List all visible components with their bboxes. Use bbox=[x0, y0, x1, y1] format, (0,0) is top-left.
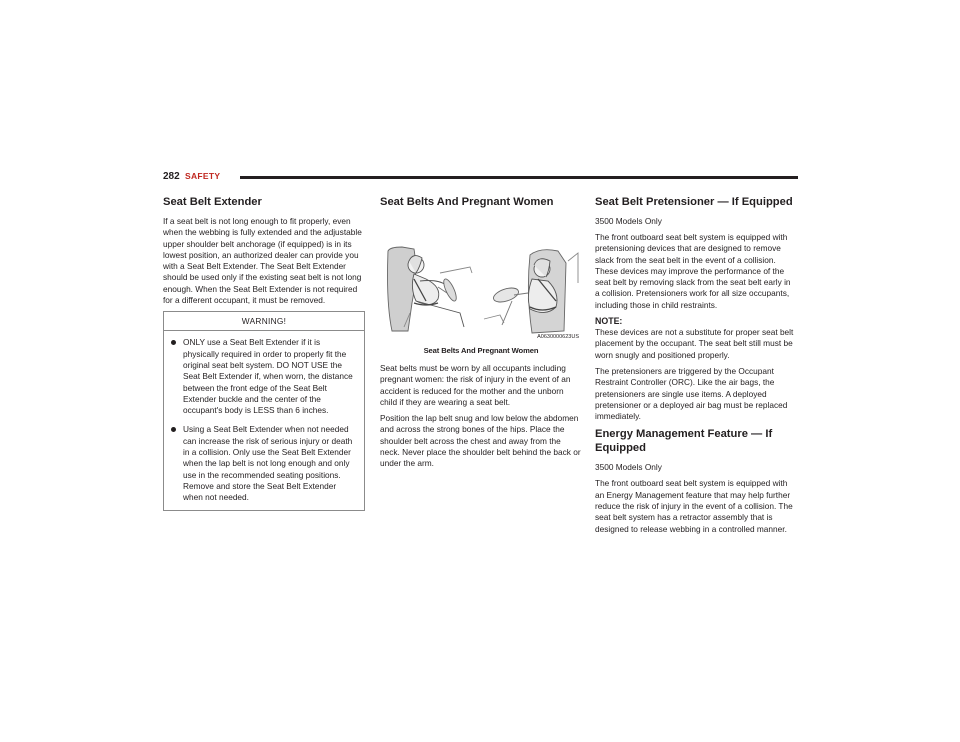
side-view-figure bbox=[388, 247, 473, 331]
section-label: SAFETY bbox=[185, 171, 221, 181]
seat-belt-extender-body: If a seat belt is not long enough to fit properly, even when the webbing is fully extended and the adjustable upper shoulder belt anchorage (if equipped) is in its lowest position, an authorized dealer can provide you with a Seat Belt Extender. The Seat Belt Extender should be used only if the existing seat belt is not long enough. When the Seat Belt Extender is not required for a different occupant, it must be removed. bbox=[163, 216, 362, 306]
warning-item-text: Using a Seat Belt Extender when not needed can increase the risk of serious injury or death in a collision. Only use the Seat Belt Extender when the lap belt is not long enough and only use in the recommended seating positions. Remove and store the Seat Belt Extender when not needed. bbox=[183, 424, 353, 503]
seat-belt-extender-heading: Seat Belt Extender bbox=[163, 196, 262, 208]
column-pretensioner bbox=[595, 195, 797, 540]
column-pregnant-women bbox=[380, 195, 582, 475]
page-number: 282 bbox=[163, 171, 180, 182]
warning-item-text: ONLY use a Seat Belt Extender if it is physically required in order to properly fit the original seat belt system. DO NOT USE the Seat Belt Extender if, when worn, the distance between the front edge of the Seat Belt Extender buckle and the center of the occupant's body is LESS than 6 inches. bbox=[183, 337, 353, 416]
pregnant-women-heading: Seat Belts And Pregnant Women bbox=[380, 196, 554, 208]
pretensioner-heading: Seat Belt Pretensioner — If Equipped bbox=[595, 196, 793, 208]
figure-caption: Seat Belts And Pregnant Women bbox=[423, 346, 539, 355]
header-rule bbox=[240, 176, 798, 179]
pretensioner-subheading: 3500 Models Only bbox=[595, 216, 662, 226]
warning-item bbox=[170, 337, 356, 416]
bullet-icon bbox=[171, 340, 176, 345]
pretensioner-para-1: The front outboard seat belt system is equipped with pretensioning devices that are designed to remove slack from the seat belt in the event of a collision. These devices may improve the performance of the seat belt by removing slack from the seat belt early in a collision. Pretensioners work for all size occupants, including those in child restraints. bbox=[595, 232, 791, 310]
column-seat-belt-extender bbox=[163, 195, 365, 511]
note-label: NOTE: bbox=[595, 316, 623, 327]
note-text: These devices are not a substitute for proper seat belt placement by the occupant. The seat belt still must be worn snugly and positioned properly. bbox=[595, 327, 794, 360]
warning-box bbox=[163, 311, 365, 510]
energy-management-heading: Energy Management Feature — If Equipped bbox=[595, 428, 773, 455]
figure-code: A0630000623US bbox=[537, 334, 579, 340]
illustration-svg bbox=[380, 243, 582, 342]
energy-management-para: The front outboard seat belt system is equipped with an Energy Management feature that may help further reduce the risk of injury in the event of a collision. The seat belt system has a retractor assembly that is designed to release webbing in a controlled manner. bbox=[595, 478, 793, 534]
page-header bbox=[163, 171, 798, 185]
pregnant-women-para-1: Seat belts must be worn by all occupants including pregnant women: the risk of injury in the event of an accident is reduced for the mother and the unborn child if they are wearing a seat belt. bbox=[380, 363, 571, 407]
warning-list bbox=[164, 331, 364, 509]
pregnant-women-para-2: Position the lap belt snug and low below the abdomen and across the strong bones of the hips. Place the shoulder belt across the chest and away from the neck. Never place the shoulder belt behind the back or under the arm. bbox=[380, 413, 581, 469]
front-view-figure bbox=[484, 250, 578, 333]
pretensioner-para-2: The pretensioners are triggered by the Occupant Restraint Controller (ORC). Like the air bags, the pretensioners are single use items. A deployed pretensioner or a deployed air bag must be replaced immediately. bbox=[595, 365, 788, 422]
warning-item bbox=[170, 424, 356, 503]
bullet-icon bbox=[171, 427, 176, 432]
warning-title: WARNING! bbox=[164, 312, 364, 331]
energy-management-subheading: 3500 Models Only bbox=[595, 462, 662, 473]
pregnant-women-illustration bbox=[380, 243, 582, 342]
